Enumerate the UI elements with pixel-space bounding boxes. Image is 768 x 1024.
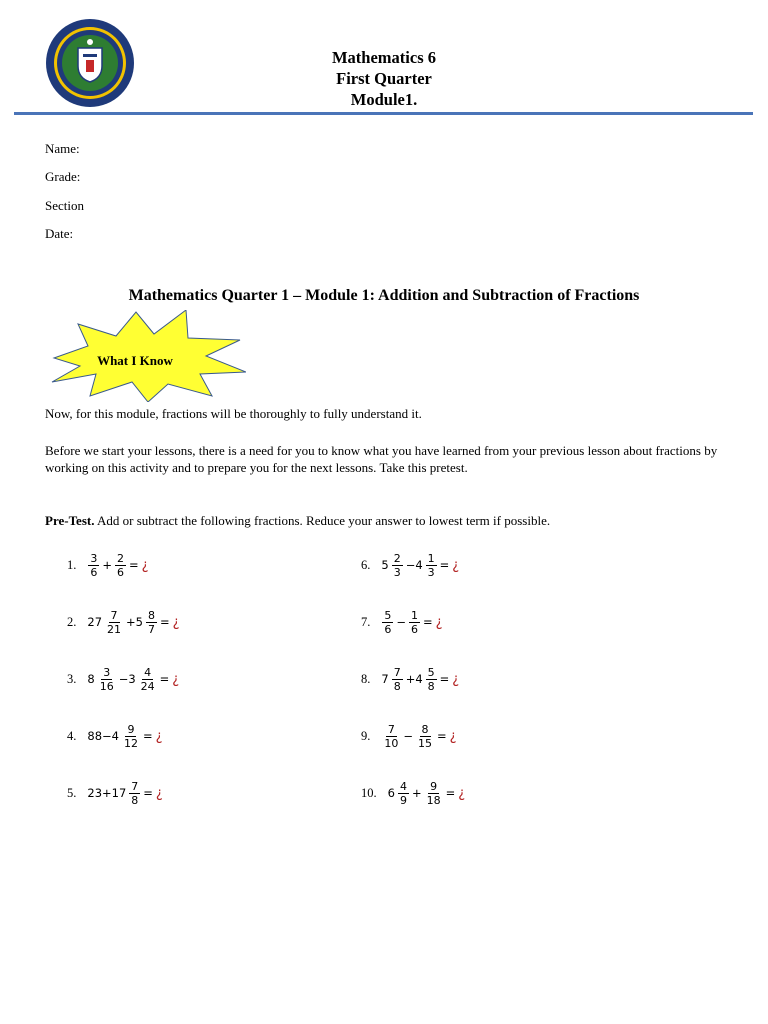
header-divider xyxy=(14,112,753,115)
fraction-denominator: 8 xyxy=(131,793,139,807)
fraction xyxy=(382,723,400,750)
fraction-denominator: 8 xyxy=(393,679,401,693)
fraction xyxy=(392,666,403,693)
fraction-numerator: 7 xyxy=(110,608,118,622)
fraction-denominator: 12 xyxy=(123,736,138,750)
problem-number: 5. xyxy=(67,785,77,800)
fraction-denominator: 15 xyxy=(418,736,433,750)
section-label: Section xyxy=(45,198,84,213)
problem-number: 3. xyxy=(67,671,77,686)
fraction xyxy=(416,723,434,750)
math-operator: 6 xyxy=(387,786,395,800)
module-heading: Module1. xyxy=(350,90,418,109)
fraction-denominator: 18 xyxy=(426,793,441,807)
fraction-denominator: 3 xyxy=(393,565,401,579)
math-operator: = xyxy=(159,672,170,686)
date-label: Date: xyxy=(45,226,74,241)
math-operator: −4 xyxy=(405,558,423,572)
math-operator: + xyxy=(102,558,113,572)
pretest-instructions xyxy=(45,512,745,529)
answer-placeholder: ¿ xyxy=(155,728,163,744)
fraction-numerator: 4 xyxy=(144,665,152,679)
math-operator: = xyxy=(445,786,456,800)
answer-placeholder: ¿ xyxy=(172,614,180,630)
answer-placeholder: ¿ xyxy=(435,614,443,630)
problem-number: 4. xyxy=(67,728,77,743)
fraction xyxy=(88,552,99,579)
problem-number: 1. xyxy=(67,557,77,572)
fraction-numerator: 5 xyxy=(384,608,392,622)
problem-item xyxy=(67,716,327,756)
problem-number: 10. xyxy=(361,785,377,800)
problem-number: 9. xyxy=(361,728,371,743)
fraction xyxy=(426,666,437,693)
fraction-numerator: 4 xyxy=(399,779,407,793)
fraction-numerator: 1 xyxy=(411,608,419,622)
math-operator: = xyxy=(129,558,139,572)
problem-number: 2. xyxy=(67,614,77,629)
fraction xyxy=(105,609,123,636)
math-operator: = xyxy=(439,672,450,686)
what-i-know-label: What I Know xyxy=(97,353,173,368)
math-operator: 23+17 xyxy=(87,786,127,800)
fraction xyxy=(392,552,403,579)
problem-item xyxy=(67,659,327,699)
math-operator: − xyxy=(403,729,414,743)
math-operator: + xyxy=(411,786,422,800)
math-operator: 5 xyxy=(381,558,389,572)
fraction xyxy=(129,780,140,807)
problem-item xyxy=(67,602,327,642)
problem-number: 7. xyxy=(361,614,371,629)
fraction xyxy=(139,666,157,693)
pretest-text: Add or subtract the following fractions. Reduce your answer to lowest term if possible. xyxy=(94,513,551,528)
problems-column-right xyxy=(361,545,621,813)
fraction-denominator: 21 xyxy=(107,622,122,636)
problem-number: 8. xyxy=(361,671,371,686)
fraction xyxy=(398,780,409,807)
answer-placeholder: ¿ xyxy=(458,785,466,801)
quarter-heading: First Quarter xyxy=(336,69,432,88)
fraction-numerator: 2 xyxy=(393,551,401,565)
answer-placeholder: ¿ xyxy=(449,728,457,744)
math-operator: = xyxy=(437,729,447,743)
math-operator: 88−4 xyxy=(87,729,119,743)
school-seal-logo xyxy=(45,18,135,108)
instructions-paragraph: Before we start your lessons, there is a need for you to know what you have learned from your previous lesson about fractions by working on this activity and to prepare you for the next lessons. Take this pretest. xyxy=(45,443,718,475)
fraction-denominator: 10 xyxy=(384,736,399,750)
problem-item xyxy=(361,716,621,756)
fraction-numerator: 9 xyxy=(430,779,438,793)
fraction-numerator: 1 xyxy=(427,551,435,565)
problem-item xyxy=(67,773,327,813)
subject-heading: Mathematics 6 xyxy=(331,48,436,67)
problem-item xyxy=(361,545,621,585)
pretest-label: Pre-Test. xyxy=(45,513,95,528)
fraction-denominator: 6 xyxy=(90,565,98,579)
fraction xyxy=(409,609,420,636)
fraction-numerator: 7 xyxy=(393,665,401,679)
math-operator: = xyxy=(143,786,153,800)
math-operator: 27 xyxy=(87,615,103,629)
math-operator: = xyxy=(142,729,153,743)
math-operator: − xyxy=(396,615,407,629)
math-operator: 8 xyxy=(87,672,95,686)
grade-label: Grade: xyxy=(45,169,81,184)
math-operator: = xyxy=(423,615,433,629)
fraction-numerator: 7 xyxy=(131,779,139,793)
fraction-numerator: 9 xyxy=(127,722,135,736)
fraction-denominator: 3 xyxy=(427,565,435,579)
fraction-numerator: 5 xyxy=(427,665,435,679)
fraction-numerator: 7 xyxy=(387,722,395,736)
answer-placeholder: ¿ xyxy=(141,557,149,573)
fraction-denominator: 9 xyxy=(399,793,407,807)
answer-placeholder: ¿ xyxy=(452,557,460,573)
fraction-numerator: 3 xyxy=(90,551,98,565)
module-title: Mathematics Quarter 1 – Module 1: Addition and Subtraction of Fractions xyxy=(128,287,640,304)
fraction-denominator: 24 xyxy=(140,679,155,693)
math-operator: −3 xyxy=(118,672,136,686)
fraction-denominator: 7 xyxy=(147,622,155,636)
fraction xyxy=(146,609,157,636)
answer-placeholder: ¿ xyxy=(155,785,163,801)
fraction-denominator: 6 xyxy=(411,622,419,636)
problem-item xyxy=(361,602,621,642)
math-operator: +5 xyxy=(126,615,143,629)
fraction xyxy=(426,552,437,579)
problems-column-left xyxy=(67,545,327,813)
problem-item xyxy=(67,545,327,585)
math-operator: 7 xyxy=(381,672,389,686)
answer-placeholder: ¿ xyxy=(452,671,460,687)
fraction-denominator: 8 xyxy=(427,679,435,693)
intro-paragraph: Now, for this module, fractions will be thoroughly to fully understand it. xyxy=(45,406,422,421)
problem-number: 6. xyxy=(361,557,371,572)
name-label: Name: xyxy=(45,141,80,156)
fraction-denominator: 6 xyxy=(117,565,125,579)
math-operator: +4 xyxy=(405,672,423,686)
fraction xyxy=(382,609,393,636)
problem-item xyxy=(361,773,621,813)
fraction xyxy=(98,666,116,693)
fraction-denominator: 16 xyxy=(99,679,114,693)
fraction-numerator: 2 xyxy=(117,551,125,565)
fraction xyxy=(115,552,126,579)
fraction-numerator: 8 xyxy=(421,722,429,736)
fraction-numerator: 8 xyxy=(147,608,155,622)
fraction-denominator: 6 xyxy=(384,622,392,636)
answer-placeholder: ¿ xyxy=(172,671,180,687)
problem-item xyxy=(361,659,621,699)
math-operator: = xyxy=(439,558,450,572)
math-operator: = xyxy=(159,615,170,629)
fraction xyxy=(425,780,443,807)
fraction xyxy=(122,723,140,750)
fraction-numerator: 3 xyxy=(103,665,111,679)
